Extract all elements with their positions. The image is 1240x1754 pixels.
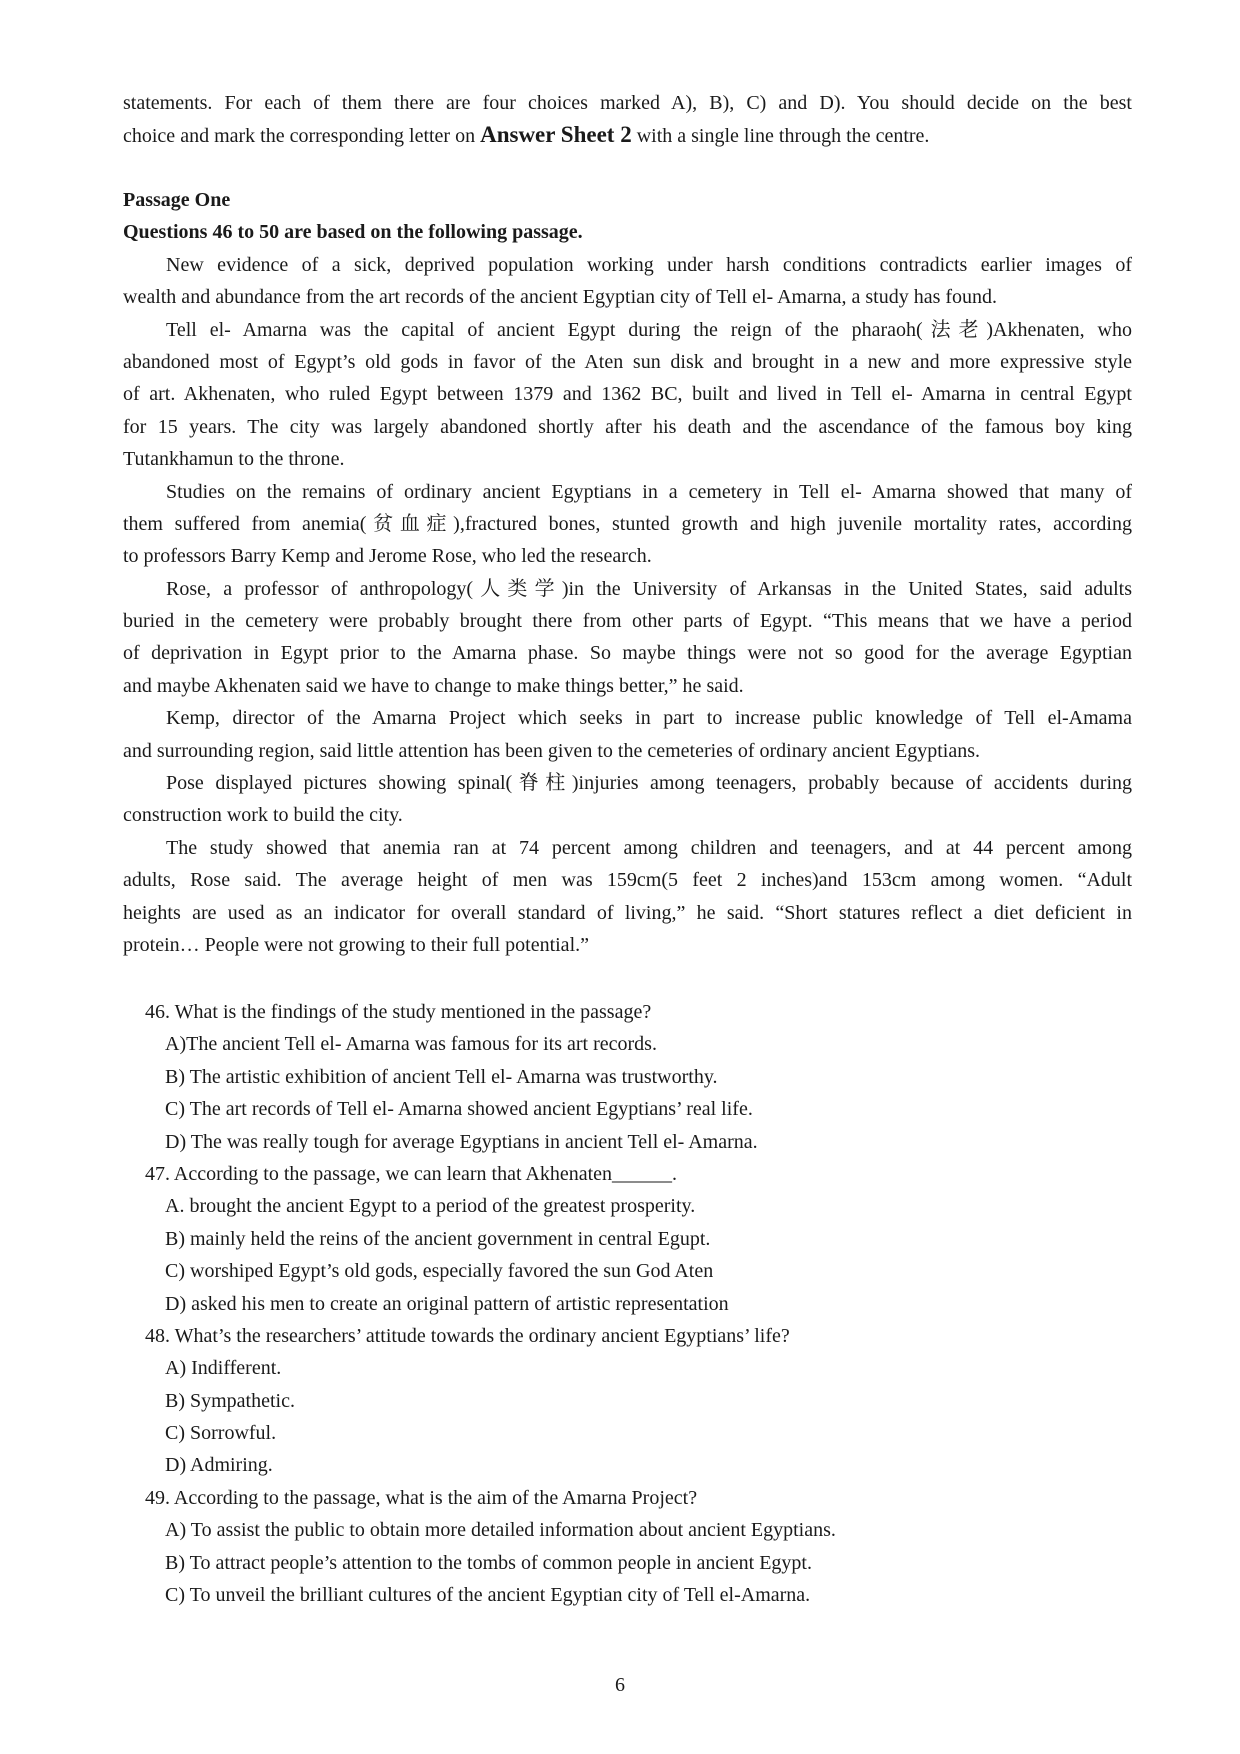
paragraph-line: heights are used as an indicator for overall standard of living,” he said. “Short statures reflect a diet deficient in — [123, 901, 1132, 924]
questions — [123, 996, 1132, 1611]
paragraph — [123, 476, 1132, 573]
question — [123, 996, 1132, 1158]
page-number: 6 — [615, 1674, 625, 1696]
paragraph-line: Rose, a professor of anthropology(人类学)in the University of Arkansas in the United States, said adults — [166, 577, 1132, 600]
paragraph-line: Pose displayed pictures showing spinal(脊柱)injuries among teenagers, probably because of accidents during — [166, 772, 1132, 795]
instructions — [123, 87, 1132, 152]
instructions-line: statements. For each of them there are four choices marked A), B), C) and D). You should decide on the best — [123, 92, 1132, 114]
passage-subtitle: Questions 46 to 50 are based on the following passage. — [123, 221, 583, 244]
paragraph-line: of deprivation in Egypt prior to the Amarna phase. So maybe things were not so good for the average Egyptian — [123, 642, 1132, 665]
passage — [123, 184, 1132, 961]
question-stem: 48. What’s the researchers’ attitude towards the ordinary ancient Egyptians’ life? — [145, 1324, 790, 1347]
answer-option: C) To unveil the brilliant cultures of the ancient Egyptian city of Tell el-Amarna. — [165, 1584, 811, 1607]
paragraph — [123, 702, 1132, 767]
question-stem: 47. According to the passage, we can learn that Akhenaten______. — [145, 1162, 678, 1185]
question — [123, 1482, 1132, 1612]
paragraph-line: and surrounding region, said little attention has been given to the cemeteries of ordinary ancient Egyptians. — [123, 739, 980, 762]
answer-option: A. brought the ancient Egypt to a period of the greatest prosperity. — [165, 1195, 696, 1218]
passage-title: Passage One — [123, 189, 231, 211]
paragraph-line: adults, Rose said. The average height of men was 159cm(5 feet 2 inches)and 153cm among women. “Adult — [123, 869, 1132, 892]
answer-option: C) Sorrowful. — [165, 1422, 277, 1445]
answer-option: A)The ancient Tell el- Amarna was famous for its art records. — [165, 1033, 657, 1056]
paragraph-line: buried in the cemetery were probably brought there from other parts of Egypt. “This means that we have a period — [123, 610, 1132, 633]
paragraph-line: Tutankhamun to the throne. — [123, 448, 345, 471]
paragraph-line: of art. Akhenaten, who ruled Egypt between 1379 and 1362 BC, built and lived in Tell el- Amarna in central Egypt — [123, 383, 1132, 406]
paragraph — [123, 314, 1132, 476]
paragraph-line: Studies on the remains of ordinary ancient Egyptians in a cemetery in Tell el- Amarna showed that many of — [166, 480, 1132, 503]
paragraph — [123, 832, 1132, 962]
answer-option: B) The artistic exhibition of ancient Tell el- Amarna was trustworthy. — [165, 1065, 718, 1088]
paragraph-line: to professors Barry Kemp and Jerome Rose, who led the research. — [123, 545, 652, 568]
paragraph-line: wealth and abundance from the art records of the ancient Egyptian city of Tell el- Amarna, a study has found. — [123, 286, 998, 309]
answer-option: D) Admiring. — [165, 1454, 273, 1477]
answer-option: B) Sympathetic. — [165, 1389, 295, 1412]
answer-option: A) To assist the public to obtain more detailed information about ancient Egyptians. — [165, 1519, 836, 1542]
instructions-text: with a single line through the centre. — [631, 125, 930, 148]
paragraph — [123, 249, 1132, 314]
paragraph-line: and maybe Akhenaten said we have to change to make things better,” he said. — [123, 674, 744, 697]
answer-option: C) worshiped Egypt’s old gods, especially favored the sun God Aten — [165, 1260, 714, 1283]
answer-option: C) The art records of Tell el- Amarna showed ancient Egyptians’ real life. — [165, 1098, 753, 1121]
answer-option: B) To attract people’s attention to the tombs of common people in ancient Egypt. — [165, 1551, 812, 1574]
answer-option: B) mainly held the reins of the ancient government in central Egupt. — [165, 1227, 711, 1250]
question-stem: 46. What is the findings of the study mentioned in the passage? — [145, 1001, 652, 1023]
question — [123, 1158, 1132, 1320]
paragraph-line: Kemp, director of the Amarna Project which seeks in part to increase public knowledge of Tell el-Amama — [166, 707, 1132, 730]
passage-body — [123, 249, 1132, 962]
answer-option: D) asked his men to create an original pattern of artistic representation — [165, 1292, 729, 1315]
answer-option: A) Indifferent. — [165, 1357, 282, 1380]
paragraph-line: abandoned most of Egypt’s old gods in favor of the Aten sun disk and brought in a new and more expressive style — [123, 350, 1132, 373]
paragraph-line: The study showed that anemia ran at 74 percent among children and teenagers, and at 44 percent among — [166, 836, 1132, 859]
paragraph-line: protein… People were not growing to their full potential.” — [123, 933, 589, 956]
question-stem: 49. According to the passage, what is the aim of the Amarna Project? — [145, 1486, 698, 1509]
paragraph-line: for 15 years. The city was largely abandoned shortly after his death and the ascendance of the famous boy king — [123, 415, 1132, 438]
paragraph-line: them suffered from anemia(贫血症),fractured bones, stunted growth and high juvenile mortality rates, according — [123, 512, 1132, 535]
answer-sheet-label: Answer Sheet 2 — [480, 122, 632, 148]
paragraph — [123, 573, 1132, 703]
answer-option: D) The was really tough for average Egyptians in ancient Tell el- Amarna. — [165, 1130, 758, 1153]
instructions-line — [123, 119, 1132, 151]
paragraph — [123, 767, 1132, 832]
instructions-text: choice and mark the corresponding letter on — [123, 125, 481, 148]
paragraph-line: Tell el- Amarna was the capital of ancient Egypt during the reign of the pharaoh(法老)Akhenaten, who — [166, 318, 1132, 341]
paragraph-line: New evidence of a sick, deprived population working under harsh conditions contradicts earlier images of — [166, 253, 1132, 276]
question — [123, 1320, 1132, 1482]
paragraph-line: construction work to build the city. — [123, 804, 403, 827]
